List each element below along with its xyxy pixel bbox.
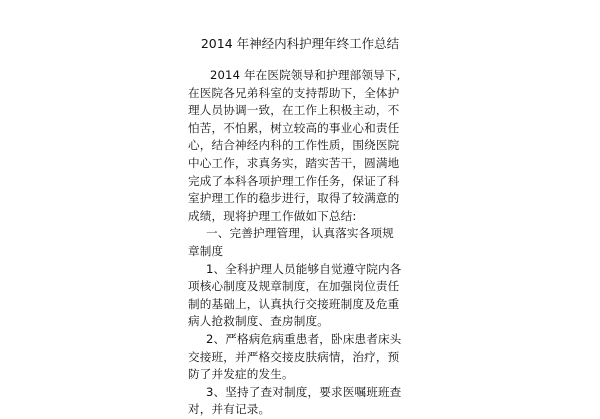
text-line: 病人抢救制度、查房制度。 <box>188 314 329 329</box>
text-line: 对，并有记录。 <box>188 402 271 417</box>
text-line: 防了并发症的发生。 <box>188 367 294 382</box>
section-heading <box>188 225 428 260</box>
text-line: 怕苦，不怕累，树立较高的事业心和责任 <box>188 120 400 135</box>
text-line: 2、严格病危病重患者，卧床患者床头 <box>206 331 402 346</box>
text-line: 交接班，并严格交接皮肤病情，治疗，预 <box>188 349 400 364</box>
text-line: 章制度 <box>188 243 224 258</box>
text-line: 完成了本科各项护理工作任务，保证了科 <box>188 173 400 188</box>
text-line: 1、全科护理人员能够自觉遵守院内各 <box>206 261 402 276</box>
paragraph-item-3 <box>188 384 428 419</box>
document-body <box>188 67 428 419</box>
text-line: 室护理工作的稳步进行，取得了较满意的 <box>188 191 400 206</box>
text-line: 心，结合神经内科的工作性质，围绕医院 <box>188 138 400 153</box>
text-line: 一、完善护理管理，认真落实各项规 <box>206 226 394 241</box>
text-line: 2014 年在医院领导和护理部领导下, <box>210 68 401 82</box>
paragraph-intro <box>188 67 428 225</box>
text-line: 在医院各兄弟科室的支持帮助下，全体护 <box>188 85 400 100</box>
text-line: 3、坚持了查对制度，要求医嘱班班查 <box>206 384 402 399</box>
paragraph-item-2 <box>188 331 428 384</box>
text-line: 中心工作，求真务实，踏实苦干，圆满地 <box>188 155 400 170</box>
document-title: 2014 年神经内科护理年终工作总结 <box>200 36 400 51</box>
text-line: 理人员协调一致，在工作上积极主动，不 <box>188 103 400 118</box>
text-line: 项核心制度及规章制度，在加强岗位责任 <box>188 279 400 294</box>
text-line: 成绩，现将护理工作做如下总结: <box>188 208 357 223</box>
text-line: 制的基础上，认真执行交接班制度及危重 <box>188 296 400 311</box>
paragraph-item-1 <box>188 261 428 331</box>
